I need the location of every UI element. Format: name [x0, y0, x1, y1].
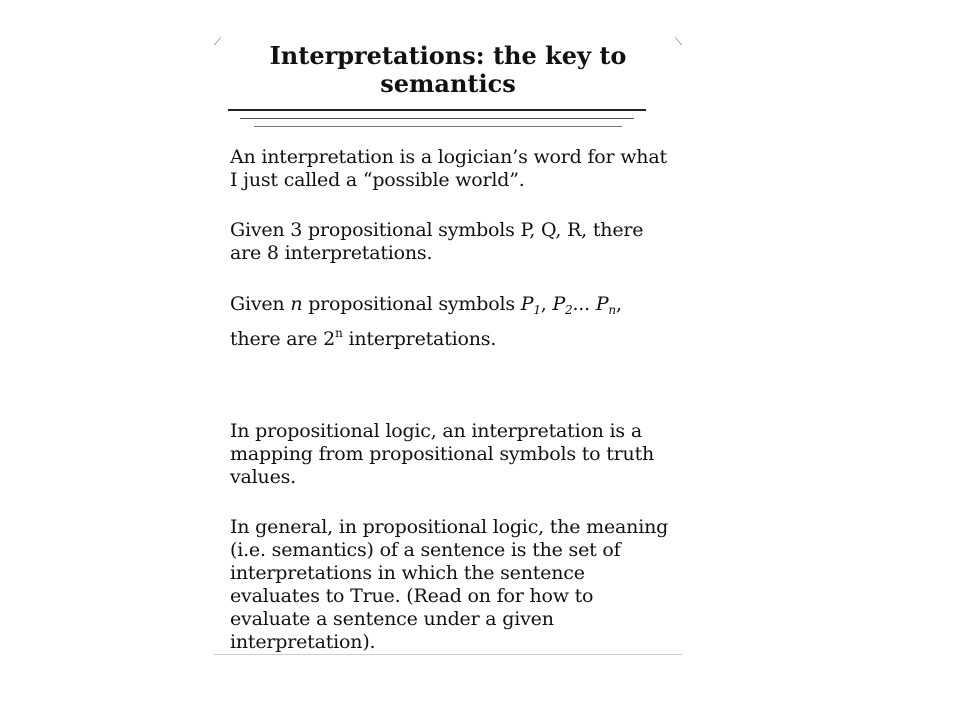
- p3-middle: propositional symbols: [302, 293, 521, 315]
- title-line-2: semantics: [380, 69, 516, 98]
- p3-symbol-pn: P: [595, 293, 609, 315]
- title-rule-3: [254, 126, 622, 127]
- p5-line-6: interpretation).: [230, 631, 376, 653]
- p3-symbol-p2: P: [552, 293, 566, 315]
- p3-ellipsis: ...: [572, 293, 596, 315]
- p1-line-2: I just called a “possible world”.: [230, 169, 525, 191]
- p5-line-2: (i.e. semantics) of a sentence is the set of: [230, 539, 621, 561]
- p3-n-variable: n: [290, 293, 303, 315]
- p3-separator: ,: [540, 293, 553, 315]
- title-line-1: Interpretations: the key to: [269, 41, 627, 70]
- p3-subscript-2: 2: [565, 303, 573, 317]
- p2-line-1: Given 3 propositional symbols P, Q, R, there: [230, 219, 644, 241]
- p3-subscript-1: 1: [533, 303, 541, 317]
- p4-line-2: mapping from propositional symbols to truth: [230, 443, 655, 465]
- p5-line-5: evaluate a sentence under a given: [230, 608, 554, 630]
- paragraph-interpretation-mapping: [230, 420, 690, 489]
- paragraph-semantics-meaning: [230, 516, 690, 654]
- slide-title: [214, 42, 682, 98]
- paragraph-n-symbols: [230, 293, 690, 351]
- paragraph-interpretation-definition: [230, 146, 690, 192]
- title-rule-2: [240, 118, 634, 119]
- p4-line-3: values.: [230, 466, 297, 488]
- p3-prefix: Given: [230, 293, 291, 315]
- p3-line-2-prefix: there are 2: [230, 328, 336, 350]
- p1-line-1: An interpretation is a logician’s word for what: [230, 146, 667, 168]
- p3-line-2-suffix: interpretations.: [342, 328, 497, 350]
- title-rule-1: [228, 109, 646, 111]
- p4-line-1: In propositional logic, an interpretation is a: [230, 420, 642, 442]
- p5-line-3: interpretations in which the sentence: [230, 562, 585, 584]
- p3-superscript-n: n: [335, 326, 343, 340]
- p2-line-2: are 8 interpretations.: [230, 242, 433, 264]
- paragraph-three-symbols: [230, 219, 690, 265]
- corner-mark-left: ⟋: [214, 37, 221, 48]
- p3-subscript-n: n: [608, 303, 616, 317]
- bottom-edge: [214, 654, 682, 655]
- corner-mark-right: ⟍: [675, 37, 682, 48]
- p5-line-4: evaluates to True. (Read on for how to: [230, 585, 594, 607]
- slide: [214, 38, 682, 656]
- p5-line-1: In general, in propositional logic, the meaning: [230, 516, 669, 538]
- p3-end: ,: [615, 293, 622, 315]
- p3-symbol-p1: P: [520, 293, 534, 315]
